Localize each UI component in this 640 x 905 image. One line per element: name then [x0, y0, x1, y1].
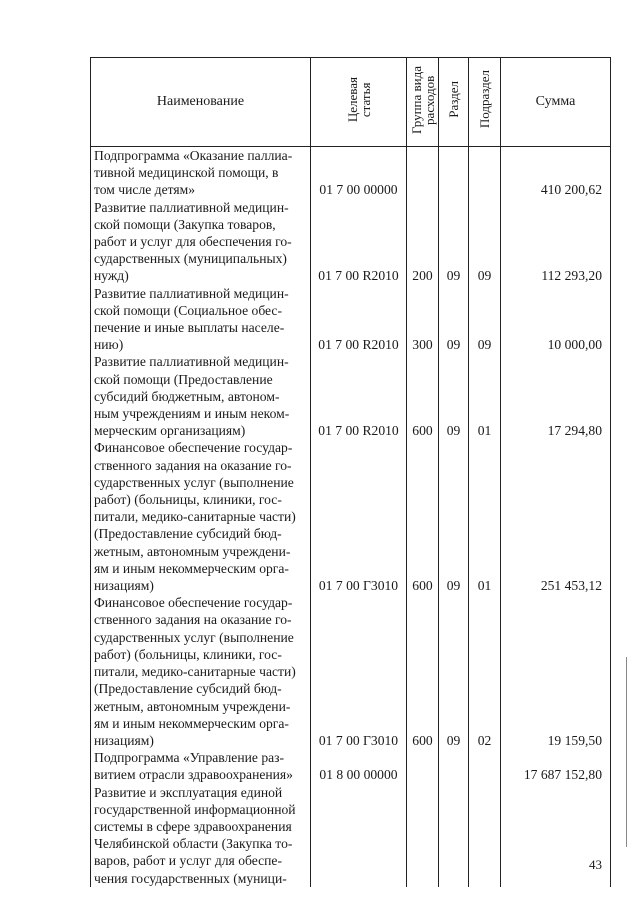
row-group	[407, 749, 439, 783]
row-name	[91, 285, 311, 354]
row-name-line: чения государственных (муници-	[94, 870, 287, 886]
row-name	[91, 199, 311, 285]
row-name-line: ственного задания на оказание го-	[94, 457, 292, 473]
row-section: 09	[439, 353, 469, 439]
row-subsection	[469, 749, 501, 783]
row-name-line: ской помощи (Предоставление	[94, 371, 273, 387]
row-name-line: сударственных (муниципальных)	[94, 251, 287, 267]
row-name	[91, 439, 311, 594]
row-target: 01 7 00 00000	[311, 147, 407, 199]
row-group: 600	[407, 594, 439, 749]
row-section	[439, 784, 469, 887]
row-group: 600	[407, 439, 439, 594]
row-subsection: 09	[469, 285, 501, 354]
table-row	[91, 439, 611, 594]
row-name-line: варов, работ и услуг для обеспе-	[94, 853, 282, 869]
table-header-row	[91, 58, 611, 147]
row-name-line: ской помощи (Закупка товаров,	[94, 216, 276, 232]
row-name-line: Челябинской области (Закупка то-	[94, 836, 293, 852]
row-name-line: низациям)	[94, 578, 154, 594]
header-target: Целевая статья	[311, 58, 407, 147]
row-sum: 10 000,00	[501, 285, 611, 354]
row-name-line: ным учреждениям и иным неком-	[94, 406, 290, 422]
header-sum: Сумма	[501, 58, 611, 147]
row-target	[311, 784, 407, 887]
row-name-line: нужд)	[94, 268, 129, 284]
row-sum: 19 159,50	[501, 594, 611, 749]
row-target: 01 7 00 Г3010	[311, 439, 407, 594]
row-sum: 410 200,62	[501, 147, 611, 199]
table-row	[91, 147, 611, 199]
row-name-line: низациям)	[94, 732, 154, 748]
row-section: 09	[439, 439, 469, 594]
row-name-line: Развитие и эксплуатация единой	[94, 784, 283, 800]
row-subsection: 01	[469, 439, 501, 594]
row-name-line: Развитие паллиативной медицин-	[94, 199, 289, 215]
row-group: 200	[407, 199, 439, 285]
row-name-line: ственного задания на оказание го-	[94, 612, 292, 628]
row-name-line: тивной медицинской помощи, в	[94, 165, 279, 181]
row-name-line: Развитие паллиативной медицин-	[94, 354, 289, 370]
table-row	[91, 199, 611, 285]
row-sum: 17 294,80	[501, 353, 611, 439]
row-name-line: Подпрограмма «Управление раз-	[94, 750, 285, 766]
row-name-line: ской помощи (Социальное обес-	[94, 302, 282, 318]
header-section: Раздел	[439, 58, 469, 147]
table-row	[91, 594, 611, 749]
row-name-line: Развитие паллиативной медицин-	[94, 285, 289, 301]
row-name-line: государственной информационной	[94, 801, 296, 817]
row-name-line: субсидий бюджетным, автоном-	[94, 388, 280, 404]
row-name	[91, 784, 311, 887]
table-row	[91, 353, 611, 439]
row-name-line: (Предоставление субсидий бюд-	[94, 681, 282, 697]
row-group	[407, 147, 439, 199]
row-name-line: том числе детям»	[94, 182, 196, 198]
row-name-line: питали, медико-санитарные части)	[94, 664, 296, 680]
header-name: Наименование	[91, 58, 311, 147]
row-section: 09	[439, 594, 469, 749]
row-name-line: нию)	[94, 337, 124, 353]
header-subsection: Подраздел	[469, 58, 501, 147]
row-name	[91, 353, 311, 439]
row-target: 01 7 00 R2010	[311, 199, 407, 285]
row-name-line: витием отрасли здравоохранения»	[94, 767, 293, 783]
row-section	[439, 147, 469, 199]
row-name	[91, 594, 311, 749]
row-name-line: мерческим организациям)	[94, 423, 246, 439]
row-group: 600	[407, 353, 439, 439]
row-subsection: 01	[469, 353, 501, 439]
table-row	[91, 784, 611, 887]
row-sum: 17 687 152,80	[501, 749, 611, 783]
row-name-line: работ) (больницы, клиники, гос-	[94, 492, 282, 508]
scan-edge-line	[626, 657, 627, 847]
row-name-line: Подпрограмма «Оказание паллиа-	[94, 148, 293, 163]
row-section: 09	[439, 285, 469, 354]
row-subsection: 02	[469, 594, 501, 749]
table-row	[91, 285, 611, 354]
row-name-line: (Предоставление субсидий бюд-	[94, 526, 282, 542]
header-group: Группа вида расходов	[407, 58, 439, 147]
row-name-line: жетным, автономным учреждени-	[94, 543, 291, 559]
row-name-line: системы в сфере здравоохранения	[94, 818, 292, 834]
row-name-line: Финансовое обеспечение государ-	[94, 440, 293, 456]
row-name-line: работ) (больницы, клиники, гос-	[94, 646, 282, 662]
row-sum: 251 453,12	[501, 439, 611, 594]
row-subsection: 09	[469, 199, 501, 285]
table-row	[91, 749, 611, 783]
row-name-line: сударственных услуг (выполнение	[94, 629, 294, 645]
row-group	[407, 784, 439, 887]
budget-table	[90, 57, 611, 887]
row-section: 09	[439, 199, 469, 285]
page-number: 43	[589, 857, 602, 872]
row-name-line: ям и иным некоммерческим орга-	[94, 715, 289, 731]
row-name-line: жетным, автономным учреждени-	[94, 698, 291, 714]
row-name-line: ям и иным некоммерческим орга-	[94, 560, 289, 576]
row-group: 300	[407, 285, 439, 354]
row-name	[91, 147, 311, 199]
row-name-line: сударственных услуг (выполнение	[94, 474, 294, 490]
row-name-line: питали, медико-санитарные части)	[94, 509, 296, 525]
row-name-line: работ и услуг для обеспечения го-	[94, 234, 292, 250]
row-name-line: печение и иные выплаты населе-	[94, 320, 285, 336]
row-target: 01 7 00 R2010	[311, 285, 407, 354]
row-name-line: Финансовое обеспечение государ-	[94, 595, 293, 611]
row-subsection	[469, 147, 501, 199]
row-section	[439, 749, 469, 783]
row-target: 01 8 00 00000	[311, 749, 407, 783]
row-sum: 112 293,20	[501, 199, 611, 285]
row-target: 01 7 00 Г3010	[311, 594, 407, 749]
row-name	[91, 749, 311, 783]
row-target: 01 7 00 R2010	[311, 353, 407, 439]
row-subsection	[469, 784, 501, 887]
